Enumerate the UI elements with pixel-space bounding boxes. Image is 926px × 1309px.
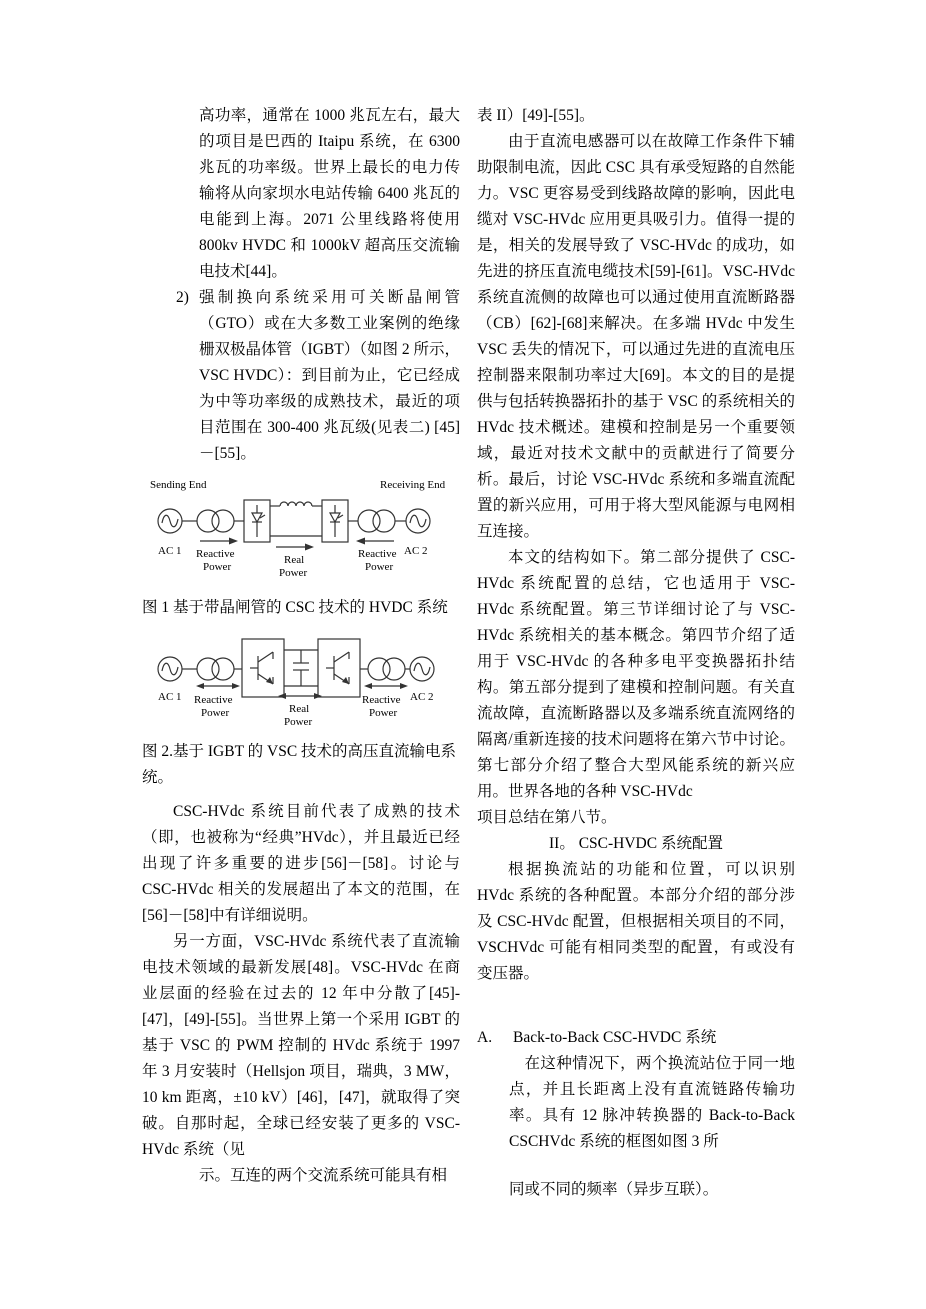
ac1-label: AC 1 (158, 545, 182, 557)
right-paragraph-back-to-back: 在这种情况下，两个换流站位于同一地点，并且长距离上没有直流链路传输功率。具有 12 脉冲转换器的 Back-to-Back CSCHVdc 系统的框图如图 3 所 (509, 1055, 795, 1150)
left-paragraph-vsc-development: 另一方面，VSC-HVdc 系统代表了直流输电技术领域的最新发展[48]。VSC-HVdc 在商业层面的经验在过去的 12 年中分散了[45]-[47]，[49]-[55]。当世界上第一个采用 IGBT 的基于 VSC 的 PWM 控制的 HVdc 系统于 1997 年 3 月安装时（Hellsjon 项目，瑞典，3 MW，10 km 距离，±10 kV）[46]，[47]，就取得了突破。自那时起，全球已经安装了更多的 VSC-HVdc 系统（见 (142, 933, 460, 1158)
receiving-end-label: Receiving End (380, 479, 446, 491)
section-heading-ii: II。 CSC-HVDC 系统配置 (549, 835, 723, 852)
figure-1-caption: 图 1 基于带晶闸管的 CSC 技术的 HVDC 系统 (142, 599, 448, 616)
right-paragraph-structure: 本文的结构如下。第二部分提供了 CSC-HVdc 系统配置的总结，它也适用于 VSC-HVdc 系统配置。第三节详细讨论了与 VSC-HVdc 系统相关的基本概念。第四节介绍了适用于 VSC-HVdc 的各种多电平变换器拓扑结构。第五部分提到了建模和控制问题。有关直流故障，直流断路器以及多端系统直流网络的隔离/重新连接的技术问题将在第六节中讨论。第七部分介绍了整合大型风能系统的新兴应用。世界各地的各种 VSC-HVdc (477, 549, 795, 800)
reactive-power-left-label: Reactive (194, 694, 233, 706)
list-item-1-text: 高功率，通常在 1000 兆瓦左右，最大的项目是巴西的 Itaipu 系统，在 6300 兆瓦的功率级。世界上最长的电力传输将从向家坝水电站传输 6400 兆瓦的电能到上海。2071 公里线路将使用 800kv HVDC 和 1000kV 超高压交流输电技术[44]。 (199, 107, 460, 280)
subsection-a-marker: A. (477, 1029, 493, 1046)
transformer-2-icon (368, 658, 405, 680)
csc-hvdc-schematic (142, 475, 460, 591)
reactive-power-left-arrow (196, 683, 240, 689)
real-power-label: Real (289, 703, 310, 715)
dc-inductor-icon (270, 502, 322, 536)
right-continuation-line: 表 II）[49]-[55]。 (477, 107, 595, 124)
converter-2-igbt-icon (318, 639, 360, 697)
ac-source-1-icon (158, 657, 182, 681)
subsection-a-title: Back-to-Back CSC-HVDC 系统 (513, 1029, 717, 1046)
transformer-1-icon (197, 658, 234, 680)
list-item-1-continuation (142, 103, 460, 285)
figure-2-caption: 图 2.基于 IGBT 的 VSC 技术的高压直流输电系统。 (142, 743, 457, 786)
subsection-a-heading (477, 1025, 795, 1051)
left-column (142, 103, 460, 1189)
figure-2-vsc-hvdc-diagram (142, 629, 460, 735)
transformer-2-icon (358, 510, 395, 532)
real-power-label: Real (284, 554, 305, 566)
list-item-2 (142, 285, 460, 467)
right-column (477, 103, 795, 1203)
reactive-power-right-label: Reactive (362, 694, 401, 706)
vsc-hvdc-schematic (142, 629, 460, 735)
ac2-label: AC 2 (404, 545, 428, 557)
dc-capacitor-icon (284, 650, 318, 686)
reactive-power-left-label: Reactive (196, 548, 235, 560)
ac1-label: AC 1 (158, 691, 182, 703)
right-paragraph-dc-inductor: 由于直流电感器可以在故障工作条件下辅助限制电流，因此 CSC 具有承受短路的自然能力。VSC 更容易受到线路故障的影响，因此电缆对 VSC-HVdc 应用更具吸引力。值得一提的是，相关的发展导致了 VSC-HVdc 的成功，如先进的挤压直流电缆技术[59]-[61]。VSC-HVdc 系统直流侧的故障也可以通过使用直流断路器（CB）[62]-[68]来解决。在多端 HVdc 中发生 VSC 丢失的情况下，可以通过先进的直流电压控制器来限制功率过大[69]。本文的目的是提供与包括转换器拓扑的基于 VSC 的系统相关的 HVdc 技术概述。建模和控制是另一个重要领域，最近对技术文献中的贡献进行了简要分析。最后，讨论 VSC-HVdc 系统和多端直流配置的新兴应用，可用于将大型风能源与电网相互连接。 (477, 133, 795, 540)
converter-2-thyristor-icon (322, 500, 348, 542)
transformer-1-icon (197, 510, 234, 532)
right-tail-line: 同或不同的频率（异步互联）。 (509, 1181, 719, 1198)
reactive-power-right-label: Reactive (358, 548, 397, 560)
real-power-label2: Power (279, 567, 308, 579)
reactive-power-right-arrow (356, 538, 394, 545)
left-paragraph-csc-mature: CSC-HVdc 系统目前代表了成熟的技术（即，也被称为“经典”HVdc），并且最近已经出现了许多重要的进步[56]－[58]。讨论与 CSC-HVdc 相关的发展超出了本文的范围，在[56]－[58]中有详细说明。 (142, 803, 460, 924)
real-power-arrow (278, 693, 322, 699)
reactive-power-left-label2: Power (203, 561, 232, 573)
reactive-power-right-label2: Power (365, 561, 394, 573)
reactive-power-right-label2: Power (369, 707, 398, 719)
list-item-2-marker: 2) (176, 289, 189, 306)
right-paragraph-configurations: 根据换流站的功能和位置，可以识别 HVdc 系统的各种配置。本部分介绍的部分涉及 CSC-HVdc 配置，但根据相关项目的不同，VSCHVdc 可能有相同类型的配置，有或没有变压器。 (477, 861, 795, 982)
figure-1-csc-hvdc-diagram (142, 475, 460, 591)
real-power-arrow (276, 544, 314, 551)
right-paragraph-structure-tail: 项目总结在第八节。 (477, 809, 617, 826)
reactive-power-right-arrow (364, 683, 408, 689)
ac-source-1-icon (158, 509, 182, 533)
converter-1-thyristor-icon (244, 500, 270, 542)
reactive-power-left-label2: Power (201, 707, 230, 719)
ac2-label: AC 2 (410, 691, 434, 703)
left-fragment-line: 示。互连的两个交流系统可能具有相 (199, 1167, 448, 1184)
sending-end-label: Sending End (150, 479, 207, 491)
ac-source-2-icon (406, 509, 430, 533)
real-power-label2: Power (284, 716, 313, 728)
ac-source-2-icon (410, 657, 434, 681)
list-item-2-text: 强制换向系统采用可关断晶闸管（GTO）或在大多数工业案例的绝缘栅双极晶体管（IGBT）（如图 2 所示，VSC HVDC）：到目前为止，它已经成为中等功率级的成熟技术，最近的项目范围在 300-400 兆瓦级(见表二) [45]－[55]。 (199, 289, 460, 462)
reactive-power-left-arrow (200, 538, 238, 545)
converter-1-igbt-icon (242, 639, 284, 697)
